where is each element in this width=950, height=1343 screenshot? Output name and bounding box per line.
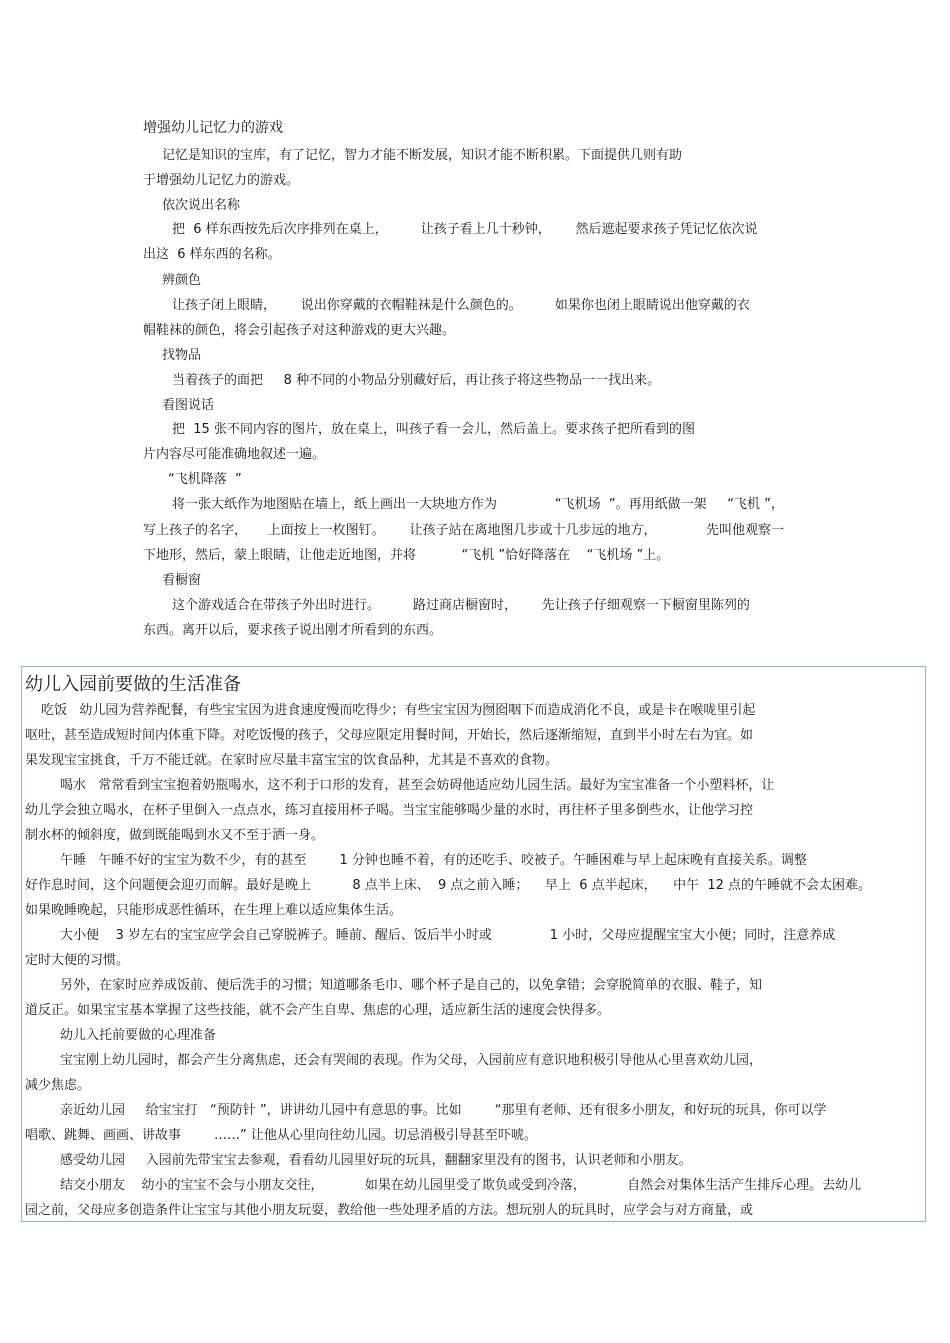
text-line: 果发现宝宝挑食，千万不能迁就。在家时应尽量丰富宝宝的饮食品种，尤其是不喜欢的食物。 — [25, 753, 559, 768]
text-line: 幼儿入托前要做的心理准备 — [60, 1028, 217, 1043]
text-line: 道反正。如果宝宝基本掌握了这些技能，就不会产生自卑、焦虑的心理，适应新生活的速度会快得多。 — [25, 1003, 611, 1018]
text-line: 写上孩子的名字， 上面按上一枚图钉。 让孩子站在离地图几步或十几步远的地方， 先叫他观察一 — [143, 523, 785, 538]
text-line: 找物品 — [162, 348, 202, 363]
text-line: 园之前，父母应多创造条件让宝宝与其他小朋友玩耍，教给他一些处理矛盾的方法。想玩别人的玩具时，应学会与对方商量，或 — [25, 1203, 754, 1218]
text-line: 结交小朋友 幼小的宝宝不会与小朋友交往， 如果在幼儿园里受了欺负或受到冷落， 自然会对集体生活产生排斥心理。去幼儿 — [60, 1178, 862, 1193]
text-line: 大小便 3 岁左右的宝宝应学会自己穿脱裤子。睡前、醒后、饭后半小时或 1 小时，父母应提醒宝宝大小便；同时，注意养成 — [60, 928, 836, 943]
section-title: 增强幼儿记忆力的游戏 — [143, 120, 283, 136]
text-line: 依次说出名称 — [162, 198, 241, 213]
text-line: 喝水 常常看到宝宝抱着奶瓶喝水，这不利于口形的发育，甚至会妨碍他适应幼儿园生活。最好为宝宝准备一个小塑料杯，让 — [60, 778, 775, 793]
text-line: “飞机降落 ” — [168, 472, 242, 487]
text-line: 出这 6 样东西的名称。 — [143, 247, 281, 262]
text-line: 帽鞋袜的颜色，将会引起孩子对这种游戏的更大兴趣。 — [143, 323, 456, 338]
text-line: 把 15 张不同内容的图片，放在桌上，叫孩子看一会儿，然后盖上。要求孩子把所看到的图 — [172, 422, 695, 437]
text-line: 如果晚睡晚起，只能形成恶性循环，在生理上难以适应集体生活。 — [25, 903, 403, 918]
text-line: 让孩子闭上眼睛， 说出你穿戴的衣帽鞋袜是什么颜色的。 如果你也闭上眼睛说出他穿戴的衣 — [172, 298, 750, 313]
text-line: 下地形，然后，蒙上眼睛，让他走近地图，并将 “飞机 ”恰好降落在 “飞机场 ”上。 — [143, 548, 670, 563]
text-line: 东西。离开以后，要求孩子说出刚才所看到的东西。 — [143, 623, 443, 638]
text-line: 幼儿学会独立喝水，在杯子里倒入一点点水，练习直接用杯子喝。当宝宝能够喝少量的水时，再往杯子里多倒些水，让他学习控 — [25, 803, 754, 818]
text-line: 片内容尽可能准确地叙述一遍。 — [143, 447, 326, 462]
text-line: 定时大便的习惯。 — [25, 953, 130, 968]
text-line: 唱歌、跳舞、画画、讲故事 ……” 让他从心里向往幼儿园。切忌消极引导甚至吓唬。 — [25, 1128, 537, 1143]
text-line: 吃饭 幼儿园为营养配餐，有些宝宝因为进食速度慢而吃得少；有些宝宝因为囫囵咽下而造成消化不良，或是卡在喉咙里引起 — [41, 703, 756, 718]
text-line: 好作息时间，这个问题便会迎刃而解。最好是晚上 8 点半上床、 9 点之前入睡； 早上 6 点半起床， 中午 12 点的午睡就不会太困难。 — [25, 878, 872, 893]
text-line: 制水杯的倾斜度，做到既能喝到水又不至于洒一身。 — [25, 828, 325, 843]
text-line: 当着孩子的面把 8 种不同的小物品分别藏好后，再让孩子将这些物品一一找出来。 — [172, 373, 661, 388]
text-line: 辨颜色 — [162, 273, 202, 288]
text-line: 将一张大纸作为地图贴在墙上，纸上画出一大块地方作为 “飞机场 ”。再用纸做一架 “飞机 ”， — [172, 497, 784, 512]
text-line: 记忆是知识的宝库，有了记忆，智力才能不断发展，知识才能不断积累。下面提供几则有助 — [162, 148, 683, 163]
text-line: 宝宝刚上幼儿园时，都会产生分离焦虑，还会有哭闹的表现。作为父母，入园前应有意识地积极引导他从心里喜欢幼儿园， — [60, 1053, 763, 1068]
box-title: 幼儿入园前要做的生活准备 — [25, 674, 241, 695]
text-line: 亲近幼儿园 给宝宝打 “预防针 ”，讲讲幼儿园中有意思的事。比如 “那里有老师、还有很多小朋友，和好玩的玩具，你可以学 — [60, 1103, 827, 1118]
text-line: 减少焦虑。 — [25, 1078, 91, 1093]
text-line: 这个游戏适合在带孩子外出时进行。 路过商店橱窗时， 先让孩子仔细观察一下橱窗里陈列的 — [172, 598, 750, 613]
text-line: 呕吐，甚至造成短时间内体重下降。对吃饭慢的孩子，父母应限定用餐时间，开始长，然后逐渐缩短，直到半小时左右为宜。如 — [25, 728, 754, 743]
text-line: 看橱窗 — [162, 573, 202, 588]
text-line: 午睡 午睡不好的宝宝为数不少，有的甚至 1 分钟也睡不着，有的还吃手、咬被子。午睡困难与早上起床晚有直接关系。调整 — [60, 853, 807, 868]
text-line: 另外，在家时应养成饭前、便后洗手的习惯；知道哪条毛巾、哪个杯子是自己的，以免拿错；会穿脱简单的衣服、鞋子，知 — [60, 978, 763, 993]
text-line: 看图说话 — [162, 398, 215, 413]
text-line: 感受幼儿园 入园前先带宝宝去参观，看看幼儿园里好玩的玩具，翻翻家里没有的图书，认识老师和小朋友。 — [60, 1153, 692, 1168]
text-line: 把 6 样东西按先后次序排列在桌上， 让孩子看上几十秒钟， 然后遮起要求孩子凭记忆依次说 — [172, 222, 758, 237]
text-line: 于增强幼儿记忆力的游戏。 — [143, 173, 300, 188]
